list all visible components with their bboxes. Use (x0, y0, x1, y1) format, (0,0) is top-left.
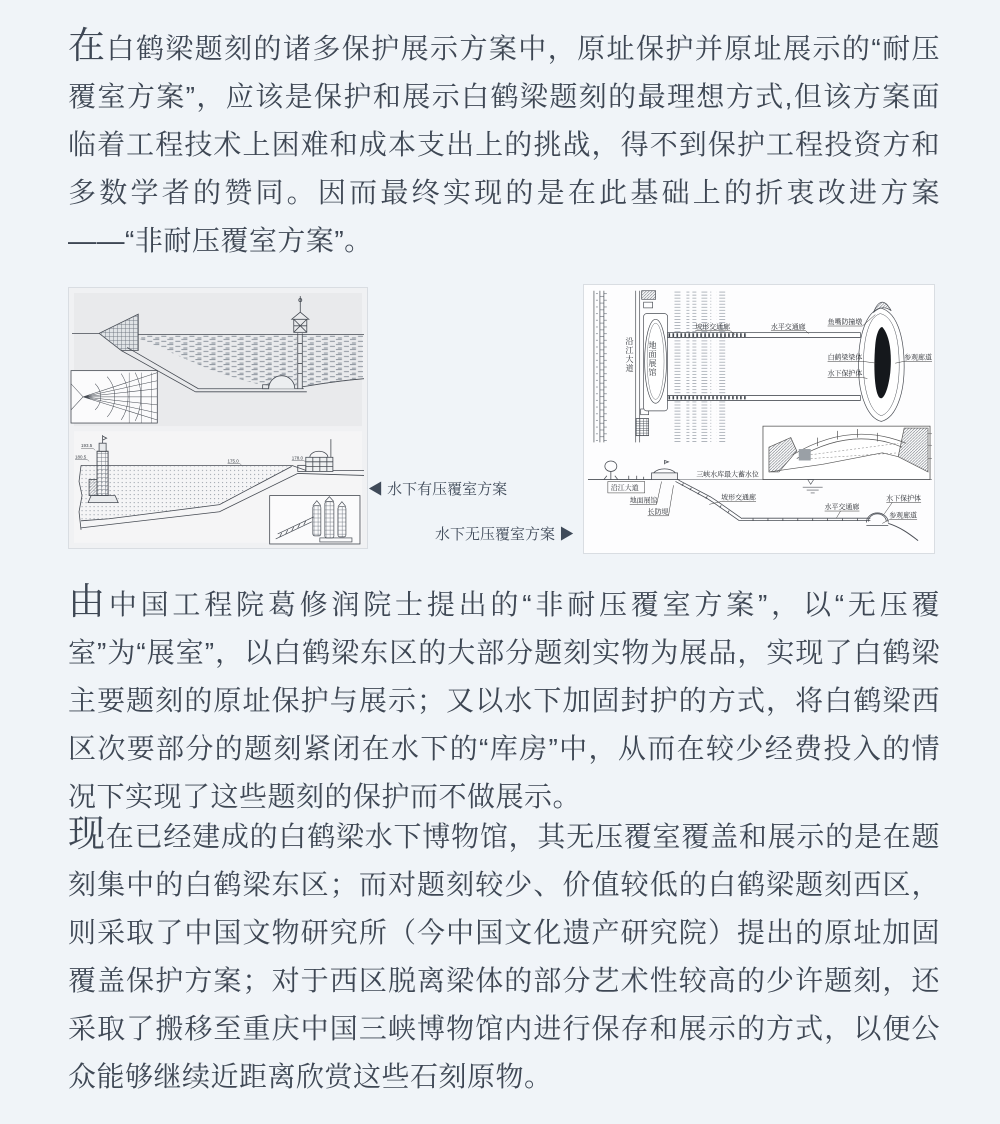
plan-fish-mouth-label: 鱼嘴防撞墩 (827, 319, 863, 327)
pressurized-scheme-drawing (69, 288, 367, 548)
paragraph (68, 22, 940, 265)
unpressurized-scheme-drawing (584, 285, 934, 553)
section-max-level-label: 三峡水库最大蓄水位 (696, 471, 759, 479)
caption-unpressurized-scheme: 水下无压覆室方案 ▶ (435, 526, 575, 543)
caption-pressurized-scheme: ◀ 水下有压覆室方案 (368, 481, 508, 498)
elevation-label: 178.0 (291, 455, 304, 461)
figure-unpressurized-scheme (583, 284, 935, 554)
section-dike-label: 长防堤 (647, 509, 669, 516)
drop-cap: 在 (68, 25, 107, 66)
paragraph-text: 中国工程院葛修润院士提出的“非耐压覆室方案”，以“无压覆室”为“展室”，以白鹤梁东区的大部分题刻实物为展品，实现了白鹤梁主要题刻的原址保护与展示；又以水下加固封护的方式，将白鹤梁西区次要部分的题刻紧闭在水下的“库房”中，从而在较少经费投入的情况下实现了这些题刻的保护而不做展示。 (68, 589, 940, 812)
section-hall-label: 地面展馆 (629, 497, 658, 505)
plan-protect-body-label: 水下保护体 (827, 370, 863, 378)
paragraph (68, 578, 940, 821)
section-visit-corridor-label: 参观廊道 (889, 512, 918, 520)
paragraph (68, 810, 940, 1101)
elevation-label: 193.5 (81, 443, 93, 449)
plan-level-corridor-label: 水平交通廊 (770, 323, 806, 331)
figure-row (68, 284, 940, 569)
drop-cap: 由 (68, 581, 109, 622)
plan-hall-label: 地面展馆 (648, 341, 657, 377)
plan-beam-body-label: 白鹤梁梁体 (827, 354, 863, 362)
plan-road-label: 沿江大道 (625, 337, 634, 373)
elevation-label: 180.5 (75, 454, 87, 460)
figure-pressurized-scheme (68, 287, 368, 549)
section-level-corridor-label: 水平交通廊 (824, 504, 860, 512)
arch-detail-inset (763, 426, 932, 479)
section-road-label: 沿江大道 (610, 485, 639, 493)
paragraph-text: 在已经建成的白鹤梁水下博物馆，其无压覆室覆盖和展示的是在题刻集中的白鹤梁东区；而对题刻较少、价值较低的白鹤梁题刻西区，则采取了中国文物研究所（今中国文化遗产研究院）提出的原址加固覆盖保护方案；对于西区脱离梁体的部分艺术性较高的少许题刻，还采取了搬移至重庆中国三峡博物馆内进行保存和展示的方式，以便公众能够继续近距离欣赏这些石刻原物。 (68, 821, 940, 1092)
paragraph-text: 白鹤梁题刻的诸多保护展示方案中，原址保护并原址展示的“耐压覆室方案”，应该是保护和展示白鹤梁题刻的最理想方式,但该方案面临着工程技术上困难和成本支出上的挑战，得不到保护工程投资方和多数学者的赞同。因而最终实现的是在此基础上的折衷改进方案——“非耐压覆室方案”。 (68, 33, 941, 256)
plan-slope-corridor-label: 坡形交通廊 (695, 323, 731, 331)
drop-cap: 现 (68, 813, 106, 854)
elevation-label: 175.0 (227, 458, 239, 464)
section-protect-body-label: 水下保护体 (886, 495, 921, 503)
section-slope-corridor-label: 坡形交通廊 (721, 494, 756, 502)
plan-visit-corridor-label: 参观廊道 (904, 354, 932, 362)
